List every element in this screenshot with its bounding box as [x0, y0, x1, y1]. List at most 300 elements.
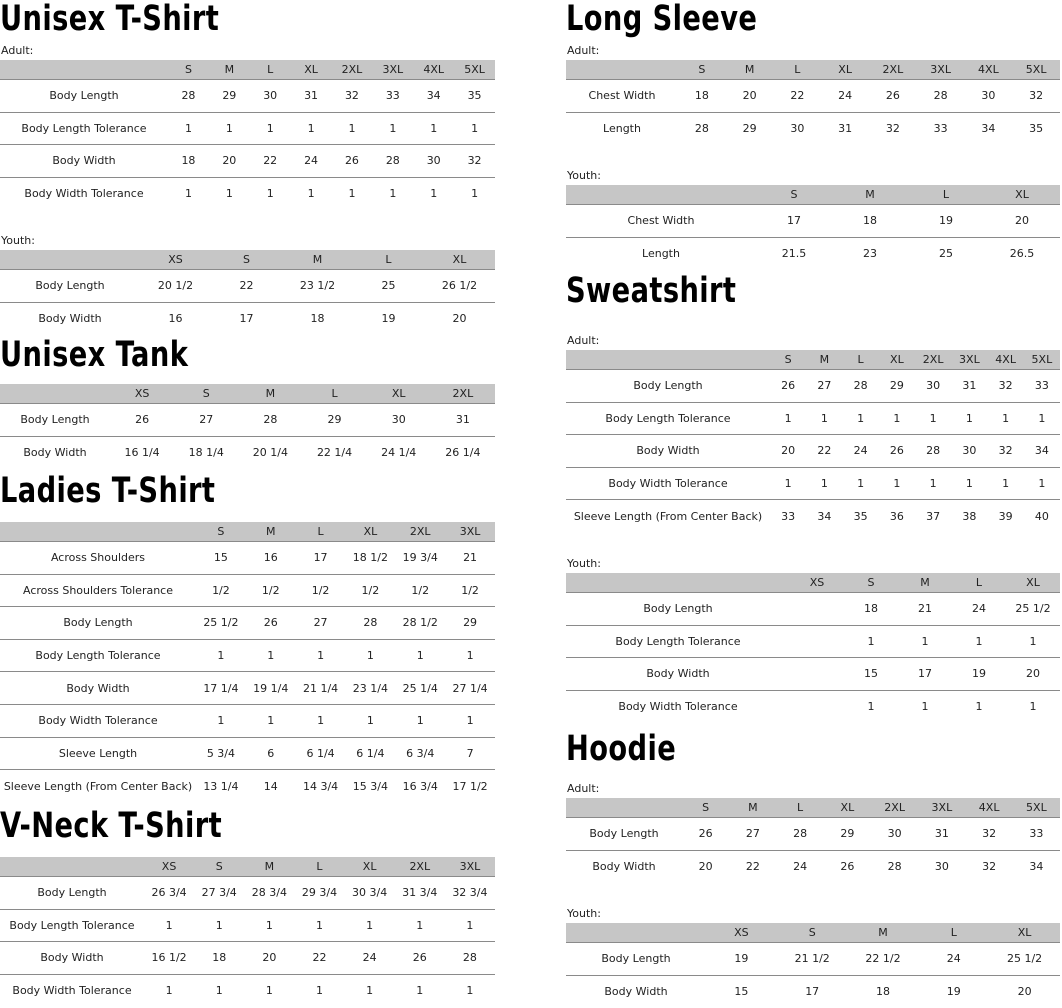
size-header: S: [194, 857, 244, 877]
measurement-cell: 1: [307, 187, 315, 200]
header-row: [0, 60, 495, 80]
size-header: L: [250, 60, 291, 80]
measurement-cell: [790, 625, 844, 658]
long-sleeve-size-table: [566, 185, 1060, 270]
hoodie-group-label: Youth:: [567, 907, 601, 920]
measurement-cell: 1: [389, 187, 397, 200]
measurement-cell: 35: [454, 80, 495, 113]
table-row: [0, 770, 495, 803]
size-header: 3XL: [917, 60, 965, 80]
table-row: [566, 237, 1060, 270]
measurement-cell: 1: [1024, 402, 1060, 435]
measurement-cell: 24: [821, 80, 869, 113]
unisex-tshirt-group-label: Youth:: [1, 234, 35, 247]
table-row: [566, 500, 1060, 533]
size-header: M: [209, 60, 250, 80]
measurement-cell: 31: [918, 818, 965, 851]
measurement-cell: 19 1/4: [246, 672, 296, 705]
measurement-cell: 1: [879, 402, 915, 435]
size-header: 2XL: [869, 60, 917, 80]
size-header: M: [806, 350, 842, 370]
size-header: XS: [706, 923, 777, 943]
measurement-cell: 21: [898, 593, 952, 626]
long-sleeve-group-label: Adult:: [567, 44, 600, 57]
row-label: Body Length: [0, 607, 196, 640]
row-label: Body Width: [38, 312, 102, 325]
measurement-cell: 1: [246, 704, 296, 737]
measurement-cell: 1: [196, 639, 246, 672]
header-blank-cell: [566, 923, 706, 943]
measurement-cell: 24: [291, 145, 332, 178]
row-label: Sleeve Length (From Center Back): [3, 779, 193, 793]
size-header: S: [777, 923, 848, 943]
size-header: 4XL: [413, 60, 454, 80]
size-header: XL: [824, 798, 871, 818]
row-label: Sleeve Length: [0, 737, 196, 770]
size-header: L: [302, 384, 366, 404]
long-sleeve-title: Long Sleeve: [566, 0, 758, 39]
measurement-cell: 28: [372, 145, 413, 178]
measurement-cell: 18: [168, 145, 209, 178]
measurement-cell: 1/2: [395, 574, 445, 607]
measurement-cell: 34: [1029, 860, 1044, 873]
header-row: [566, 923, 1060, 943]
table-row: [566, 370, 1060, 403]
header-blank-cell: [0, 60, 168, 80]
measurement-cell: 33: [1013, 818, 1060, 851]
measurement-cell: 25: [353, 270, 424, 303]
measurement-cell: 31 3/4: [395, 877, 445, 910]
measurement-cell: 1: [454, 112, 495, 145]
measurement-cell: 1: [196, 704, 246, 737]
measurement-cell: 20: [698, 860, 713, 873]
measurement-cell: 33: [372, 80, 413, 113]
table-row: [0, 909, 495, 942]
table-row: [0, 177, 495, 210]
row-label: Body Width: [0, 145, 168, 178]
row-label: Across Shoulders: [0, 542, 196, 575]
long-sleeve-size-table: [566, 60, 1060, 145]
measurement-cell: 25 1/4: [395, 672, 445, 705]
table-row: [566, 435, 1060, 468]
measurement-cell: 1: [294, 909, 344, 942]
measurement-cell: 1: [209, 112, 250, 145]
measurement-cell: 1: [246, 639, 296, 672]
measurement-cell: 28: [887, 860, 902, 873]
header-blank-cell: [0, 857, 144, 877]
header-blank-cell: [566, 185, 756, 205]
measurement-cell: 27 1/4: [445, 672, 495, 705]
measurement-cell: 1/2: [296, 574, 346, 607]
row-label: Body Length Tolerance: [0, 639, 196, 672]
size-header: 5XL: [1012, 60, 1060, 80]
measurement-cell: 1: [466, 984, 474, 997]
measurement-cell: 26 3/4: [144, 877, 194, 910]
hoodie-size-table: [566, 798, 1060, 883]
measurement-cell: 23 1/2: [282, 270, 353, 303]
measurement-cell: 32: [966, 818, 1013, 851]
table-row: [566, 818, 1060, 851]
row-label: Body Length Tolerance: [0, 909, 144, 942]
measurement-cell: 1: [988, 467, 1024, 500]
measurement-cell: 32: [988, 435, 1024, 468]
table-row: [566, 402, 1060, 435]
measurement-cell: 1/2: [196, 574, 246, 607]
measurement-cell: 29 3/4: [294, 877, 344, 910]
measurement-cell: 24: [793, 860, 808, 873]
measurement-cell: 1: [194, 909, 244, 942]
measurement-cell: 20: [209, 145, 250, 178]
size-header: XL: [821, 60, 869, 80]
measurement-cell: 1: [915, 402, 951, 435]
table-row: [0, 974, 495, 1007]
measurement-cell: 1: [416, 984, 424, 997]
measurement-cell: 32: [454, 145, 495, 178]
table-row: [566, 593, 1060, 626]
table-row: [0, 270, 495, 303]
table-row: [566, 625, 1060, 658]
size-header: L: [952, 573, 1006, 593]
row-label: Body Width: [604, 985, 668, 998]
measurement-cell: 28: [168, 80, 209, 113]
measurement-cell: 28: [238, 404, 302, 437]
size-header: XS: [144, 857, 194, 877]
row-label: Body Length Tolerance: [566, 625, 790, 658]
measurement-cell: 18: [194, 942, 244, 975]
table-row: [0, 737, 495, 770]
size-header: S: [211, 250, 282, 270]
row-label: Sleeve Length (From Center Back): [573, 509, 763, 523]
measurement-cell: 17: [756, 205, 832, 238]
measurement-cell: 35: [853, 509, 868, 523]
size-header: M: [282, 250, 353, 270]
size-header: 2XL: [395, 522, 445, 542]
measurement-cell: 40: [1034, 509, 1049, 523]
size-header: M: [729, 798, 776, 818]
measurement-cell: 1: [844, 625, 898, 658]
table-row: [566, 205, 1060, 238]
measurement-cell: 18: [844, 593, 898, 626]
header-blank-cell: [566, 350, 770, 370]
table-row: [566, 943, 1060, 976]
measurement-cell: 27: [729, 818, 776, 851]
measurement-cell: 17: [296, 542, 346, 575]
measurement-cell: 21 1/4: [296, 672, 346, 705]
table-row: [0, 639, 495, 672]
table-row: [0, 145, 495, 178]
size-header: XS: [790, 573, 844, 593]
measurement-cell: 29: [742, 122, 757, 135]
measurement-cell: 20 1/2: [140, 270, 211, 303]
size-header: 5XL: [454, 60, 495, 80]
size-header: S: [682, 798, 729, 818]
measurement-cell: 28: [843, 370, 879, 403]
measurement-cell: 26: [332, 145, 373, 178]
measurement-cell: 37: [926, 509, 941, 523]
size-header: 3XL: [372, 60, 413, 80]
size-header: XL: [367, 384, 431, 404]
measurement-cell: 20 1/4: [252, 446, 288, 459]
row-label: Chest Width: [566, 80, 678, 113]
header-row: [0, 857, 495, 877]
measurement-cell: 26: [395, 942, 445, 975]
size-header: M: [832, 185, 908, 205]
measurement-cell: 20: [984, 205, 1060, 238]
size-header: L: [777, 798, 824, 818]
size-header: 3XL: [445, 522, 495, 542]
measurement-cell: 7: [445, 737, 495, 770]
size-header: XL: [424, 250, 495, 270]
measurement-cell: 22: [774, 80, 822, 113]
measurement-cell: 24: [345, 942, 395, 975]
size-header: 2XL: [871, 798, 918, 818]
measurement-cell: 34: [1024, 435, 1060, 468]
header-blank-cell: [0, 384, 110, 404]
measurement-cell: 32 3/4: [445, 877, 495, 910]
measurement-cell: 15: [196, 542, 246, 575]
table-row: [0, 607, 495, 640]
header-row: [0, 384, 495, 404]
measurement-cell: 1: [215, 984, 223, 997]
measurement-cell: [790, 593, 844, 626]
measurement-cell: 1: [951, 402, 987, 435]
size-header: M: [244, 857, 294, 877]
measurement-cell: 22 1/4: [316, 446, 353, 459]
hoodie-group-label: Adult:: [567, 782, 600, 795]
measurement-cell: 1: [921, 700, 929, 714]
header-row: [566, 350, 1060, 370]
measurement-cell: 31: [951, 370, 987, 403]
size-header: L: [843, 350, 879, 370]
measurement-cell: 1: [898, 625, 952, 658]
row-label: Body Width Tolerance: [12, 984, 132, 997]
measurement-cell: 16: [168, 312, 183, 325]
row-label: Body Length: [0, 404, 110, 437]
measurement-cell: 1: [445, 704, 495, 737]
measurement-cell: 25 1/2: [1006, 593, 1060, 626]
vneck-tshirt-title: V-Neck T-Shirt: [0, 806, 223, 846]
sweatshirt-size-table: [566, 573, 1060, 723]
measurement-cell: 1: [1029, 700, 1037, 714]
measurement-cell: 1: [168, 112, 209, 145]
measurement-cell: 31: [291, 80, 332, 113]
measurement-cell: 6 1/4: [345, 737, 395, 770]
size-header: XL: [879, 350, 915, 370]
row-label: Body Width Tolerance: [0, 704, 196, 737]
table-row: [0, 436, 495, 469]
measurement-cell: 1: [867, 700, 875, 714]
measurement-cell: 20: [726, 80, 774, 113]
measurement-cell: 19: [908, 205, 984, 238]
measurement-cell: 1: [225, 187, 233, 200]
size-header: 4XL: [988, 350, 1024, 370]
table-row: [566, 80, 1060, 113]
measurement-cell: 19: [946, 985, 961, 998]
measurement-cell: 24 1/4: [381, 446, 417, 459]
measurement-cell: 31: [431, 404, 495, 437]
size-header: 5XL: [1013, 798, 1060, 818]
row-label: Body Width: [0, 942, 144, 975]
size-header: L: [294, 857, 344, 877]
table-row: [566, 850, 1060, 883]
measurement-cell: 1: [915, 467, 951, 500]
measurement-cell: 26 1/2: [424, 270, 495, 303]
size-header: 5XL: [1024, 350, 1060, 370]
measurement-cell: 33: [781, 509, 796, 523]
measurement-cell: 18: [310, 312, 325, 325]
measurement-cell: 1: [1024, 467, 1060, 500]
size-header: 2XL: [431, 384, 495, 404]
size-header: L: [908, 185, 984, 205]
size-header: L: [774, 60, 822, 80]
measurement-cell: 15: [734, 985, 749, 998]
measurement-cell: 15 3/4: [352, 779, 388, 793]
long-sleeve-group-label: Youth:: [567, 169, 601, 182]
measurement-cell: 32: [332, 80, 373, 113]
measurement-cell: 1: [345, 639, 395, 672]
size-header: 2XL: [332, 60, 373, 80]
row-label: Body Length: [566, 370, 770, 403]
measurement-cell: 27 3/4: [194, 877, 244, 910]
row-label: Body Width: [23, 446, 87, 459]
measurement-cell: 28 3/4: [244, 877, 294, 910]
row-label: Body Width Tolerance: [24, 187, 144, 200]
measurement-cell: 30: [367, 404, 431, 437]
measurement-cell: 18: [832, 205, 908, 238]
measurement-cell: 1: [395, 704, 445, 737]
row-label: Body Length: [0, 80, 168, 113]
table-row: [0, 404, 495, 437]
measurement-cell: 5 3/4: [196, 737, 246, 770]
row-label: Body Width Tolerance: [566, 467, 770, 500]
table-row: [566, 690, 1060, 723]
table-row: [0, 672, 495, 705]
table-row: [566, 658, 1060, 691]
measurement-cell: 30: [934, 860, 949, 873]
row-label: Length: [642, 247, 680, 260]
measurement-cell: 1: [296, 639, 346, 672]
hoodie-size-table: [566, 923, 1060, 1008]
measurement-cell: 25 1/2: [196, 607, 246, 640]
measurement-cell: 17: [239, 312, 254, 325]
measurement-cell: 26 1/4: [445, 446, 481, 459]
table-row: [0, 704, 495, 737]
sweatshirt-group-label: Adult:: [567, 334, 600, 347]
measurement-cell: 1: [445, 639, 495, 672]
measurement-cell: 1: [265, 984, 273, 997]
row-label: Body Length: [566, 818, 682, 851]
measurement-cell: 18: [678, 80, 726, 113]
row-label: Body Length Tolerance: [0, 112, 168, 145]
sweatshirt-title: Sweatshirt: [566, 271, 737, 311]
measurement-cell: 29: [824, 818, 871, 851]
table-row: [0, 542, 495, 575]
table-row: [0, 80, 495, 113]
measurement-cell: 28: [917, 80, 965, 113]
measurement-cell: 1: [345, 704, 395, 737]
size-header: XL: [989, 923, 1060, 943]
measurement-cell: 26: [246, 607, 296, 640]
size-header: XL: [345, 857, 395, 877]
size-header: 4XL: [965, 60, 1013, 80]
size-header: XS: [140, 250, 211, 270]
measurement-cell: 30: [413, 145, 454, 178]
measurement-cell: 28: [915, 435, 951, 468]
measurement-cell: 24: [843, 435, 879, 468]
row-label: Body Width Tolerance: [618, 700, 738, 714]
measurement-cell: 1/2: [345, 574, 395, 607]
measurement-cell: 30: [871, 818, 918, 851]
measurement-cell: 18 1/4: [188, 446, 224, 459]
table-row: [566, 467, 1060, 500]
vneck-tshirt-size-table: [0, 857, 495, 1007]
size-header: S: [174, 384, 238, 404]
measurement-cell: 27: [806, 370, 842, 403]
unisex-tank-title: Unisex Tank: [0, 335, 189, 375]
measurement-cell: 6 1/4: [296, 737, 346, 770]
measurement-cell: 17 1/2: [452, 779, 488, 793]
measurement-cell: 28: [345, 607, 395, 640]
measurement-cell: 32: [1012, 80, 1060, 113]
header-row: [566, 60, 1060, 80]
size-header: 4XL: [966, 798, 1013, 818]
measurement-cell: 1: [413, 112, 454, 145]
measurement-cell: 1: [806, 402, 842, 435]
size-header: S: [196, 522, 246, 542]
measurement-cell: 26.5: [1009, 247, 1035, 260]
measurement-cell: 1: [951, 467, 987, 500]
size-header: 2XL: [915, 350, 951, 370]
measurement-cell: 26: [682, 818, 729, 851]
measurement-cell: 23: [863, 247, 877, 260]
measurement-cell: 22: [806, 435, 842, 468]
measurement-cell: 34: [817, 509, 832, 523]
measurement-cell: 1: [296, 704, 346, 737]
measurement-cell: 1: [445, 909, 495, 942]
measurement-cell: 30: [790, 122, 805, 135]
measurement-cell: 18 1/2: [345, 542, 395, 575]
measurement-cell: 1: [395, 639, 445, 672]
measurement-cell: 29: [209, 80, 250, 113]
measurement-cell: 1: [348, 187, 356, 200]
measurement-cell: 22: [211, 270, 282, 303]
header-blank-cell: [566, 60, 678, 80]
unisex-tank-size-table: [0, 384, 495, 469]
size-header: M: [898, 573, 952, 593]
header-row: [566, 185, 1060, 205]
measurement-cell: 35: [1029, 122, 1044, 135]
size-header: 3XL: [918, 798, 965, 818]
measurement-cell: 1: [184, 187, 192, 200]
size-header: XL: [1006, 573, 1060, 593]
measurement-cell: 6: [246, 737, 296, 770]
measurement-cell: 26: [879, 435, 915, 468]
measurement-cell: 27: [174, 404, 238, 437]
measurement-cell: 1: [291, 112, 332, 145]
header-blank-cell: [566, 573, 790, 593]
size-header: L: [296, 522, 346, 542]
measurement-cell: 1: [471, 187, 479, 200]
header-blank-cell: [566, 798, 682, 818]
row-label: Body Width: [566, 435, 770, 468]
measurement-cell: 32: [988, 370, 1024, 403]
measurement-cell: 30: [951, 435, 987, 468]
measurement-cell: 20: [452, 312, 467, 325]
header-row: [566, 573, 1060, 593]
measurement-cell: 34: [413, 80, 454, 113]
size-header: 2XL: [395, 857, 445, 877]
header-row: [0, 250, 495, 270]
